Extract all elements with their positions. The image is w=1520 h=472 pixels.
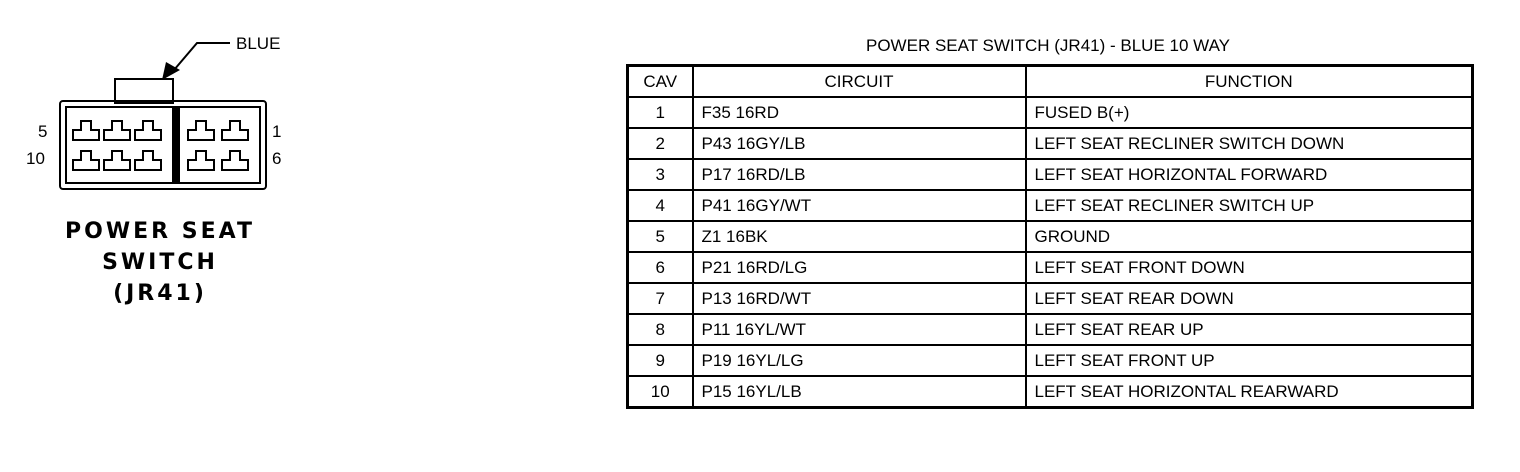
table-row xyxy=(628,128,1473,159)
header-cav: CAV xyxy=(628,66,693,98)
cell-function: GROUND xyxy=(1026,221,1473,252)
cell-cav: 10 xyxy=(628,376,693,408)
latch-tab xyxy=(115,79,173,103)
cell-function: LEFT SEAT REAR UP xyxy=(1026,314,1473,345)
terminal-cavity xyxy=(222,121,248,140)
table-row xyxy=(628,97,1473,128)
cell-function: LEFT SEAT FRONT DOWN xyxy=(1026,252,1473,283)
table-header-row xyxy=(628,66,1473,98)
cell-function: FUSED B(+) xyxy=(1026,97,1473,128)
connector-outer-shell xyxy=(60,101,266,189)
cell-circuit: P43 16GY/LB xyxy=(693,128,1026,159)
cell-function: LEFT SEAT RECLINER SWITCH DOWN xyxy=(1026,128,1473,159)
terminal-cavity xyxy=(135,151,161,170)
cell-cav: 9 xyxy=(628,345,693,376)
cell-circuit: P41 16GY/WT xyxy=(693,190,1026,221)
pin-label-1: 1 xyxy=(272,122,282,141)
cell-cav: 4 xyxy=(628,190,693,221)
table-row xyxy=(628,190,1473,221)
terminal-cavity xyxy=(73,121,99,140)
connector-name-line-1: POWER SEAT xyxy=(65,219,255,244)
header-function: FUNCTION xyxy=(1026,66,1473,98)
cell-function: LEFT SEAT FRONT UP xyxy=(1026,345,1473,376)
table-row xyxy=(628,345,1473,376)
cell-function: LEFT SEAT HORIZONTAL FORWARD xyxy=(1026,159,1473,190)
pinout-table xyxy=(626,64,1474,409)
cell-circuit: P17 16RD/LB xyxy=(693,159,1026,190)
connector-body xyxy=(60,79,266,189)
pin-label-10: 10 xyxy=(26,149,45,168)
table-row xyxy=(628,283,1473,314)
terminal-cavity xyxy=(135,121,161,140)
table-row xyxy=(628,221,1473,252)
cell-circuit: P21 16RD/LG xyxy=(693,252,1026,283)
terminal-cavity xyxy=(188,151,214,170)
cell-function: LEFT SEAT HORIZONTAL REARWARD xyxy=(1026,376,1473,408)
cell-circuit: P13 16RD/WT xyxy=(693,283,1026,314)
cell-circuit: P19 16YL/LG xyxy=(693,345,1026,376)
connector-name-line-2: SWITCH xyxy=(102,250,218,275)
table-row xyxy=(628,159,1473,190)
cell-cav: 7 xyxy=(628,283,693,314)
table-row xyxy=(628,314,1473,345)
header-circuit: CIRCUIT xyxy=(693,66,1026,98)
terminal-cavities xyxy=(73,121,248,170)
cell-circuit: P15 16YL/LB xyxy=(693,376,1026,408)
cell-function: LEFT SEAT RECLINER SWITCH UP xyxy=(1026,190,1473,221)
terminal-cavity xyxy=(104,151,130,170)
terminal-cavity xyxy=(188,121,214,140)
cell-cav: 6 xyxy=(628,252,693,283)
connector-name xyxy=(40,216,280,309)
color-callout-leader xyxy=(162,43,230,80)
table-title: POWER SEAT SWITCH (JR41) - BLUE 10 WAY xyxy=(866,36,1230,55)
cell-cav: 5 xyxy=(628,221,693,252)
cell-cav: 1 xyxy=(628,97,693,128)
pin-label-5: 5 xyxy=(38,122,48,141)
cell-circuit: Z1 16BK xyxy=(693,221,1026,252)
pin-label-6: 6 xyxy=(272,149,282,168)
connector-divider xyxy=(172,107,180,183)
connector-color-label: BLUE xyxy=(236,34,281,53)
table-row xyxy=(628,376,1473,408)
cell-circuit: P11 16YL/WT xyxy=(693,314,1026,345)
cell-cav: 8 xyxy=(628,314,693,345)
connector-name-line-3: (JR41) xyxy=(113,281,207,306)
cell-cav: 3 xyxy=(628,159,693,190)
cell-cav: 2 xyxy=(628,128,693,159)
terminal-cavity xyxy=(73,151,99,170)
table-row xyxy=(628,252,1473,283)
cell-circuit: F35 16RD xyxy=(693,97,1026,128)
terminal-cavity xyxy=(222,151,248,170)
connector-inner-housing xyxy=(66,107,260,183)
cell-function: LEFT SEAT REAR DOWN xyxy=(1026,283,1473,314)
terminal-cavity xyxy=(104,121,130,140)
